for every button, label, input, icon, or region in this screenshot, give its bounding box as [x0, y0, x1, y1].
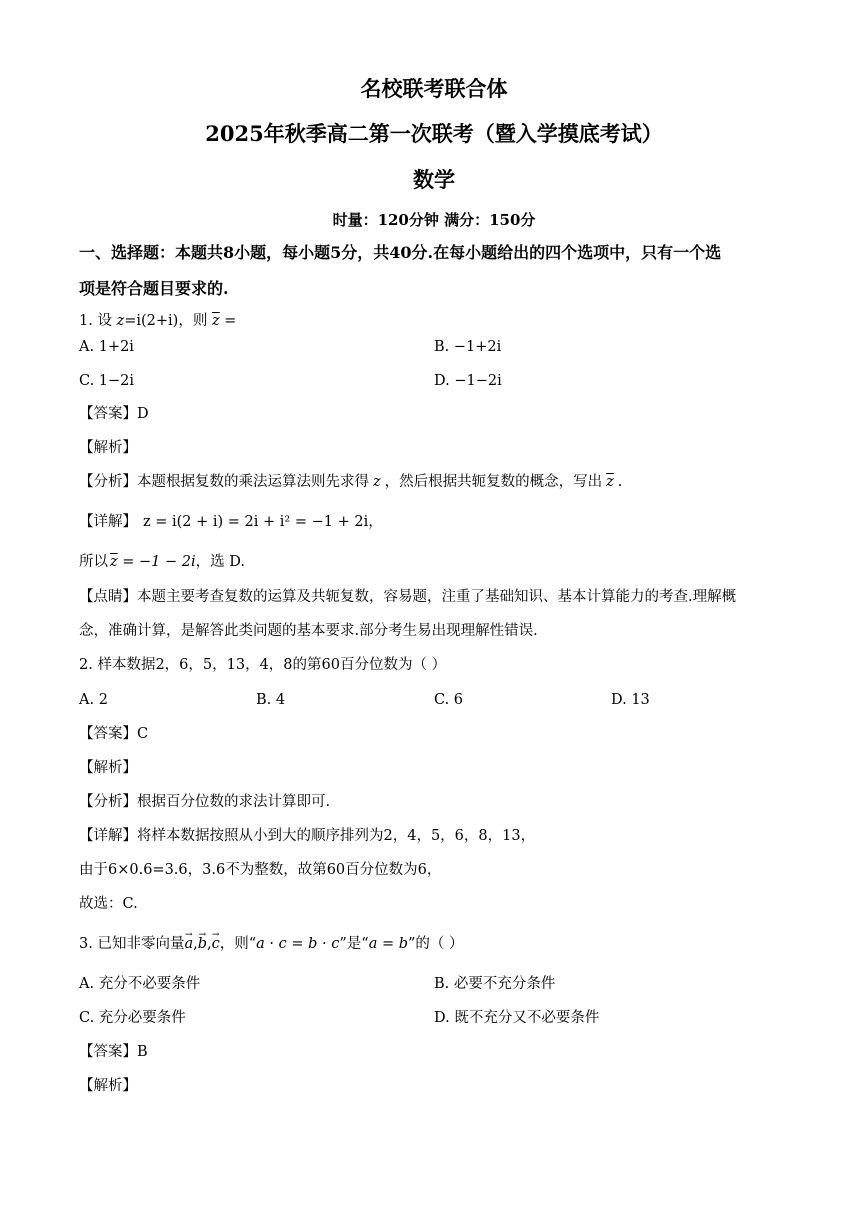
q1-analysis-end: . [617, 474, 623, 490]
q3-option-a: A. 充分不必要条件 [79, 976, 201, 992]
q1-detail-label: 【详解】 [79, 514, 137, 530]
q1-stem-pre: 1. 设 [79, 313, 117, 329]
q3-option-b: B. 必要不充分条件 [434, 976, 556, 992]
q2-option-b: B. 4 [256, 692, 286, 708]
q3-stem-pre: 3. 已知非零向量 [79, 936, 185, 952]
q1-comment-line2: 念，准确计算，是解答此类问题的基本要求.部分考生易出现理解性错误. [79, 623, 538, 639]
q1-analysis [79, 472, 622, 492]
q1-conclusion-zbar: z [110, 554, 118, 570]
exam-meta: 时量：120分钟 满分：150分 [332, 211, 536, 229]
q3-stem-mid2: ”是“ [339, 936, 369, 952]
q1-conclusion-pre: 所以 [79, 554, 108, 570]
q1-conclusion [79, 552, 245, 572]
q1-option-a: A. 1+2i [79, 339, 134, 355]
q1-option-d: D. −1−2i [434, 373, 502, 389]
q1-detail-end: ， [368, 514, 383, 530]
q1-analysis-z: z [373, 474, 381, 490]
q1-comment-line1: 【点睛】本题主要考查复数的运算及共轭复数，容易题，注重了基础知识、基本计算能力的考查.理解概 [79, 589, 737, 605]
q2-jiexi: 【解析】 [79, 760, 137, 776]
q1-option-c: C. 1−2i [79, 373, 135, 389]
q2-detail: 【详解】将样本数据按照从小到大的顺序排列为2，4，5，6，8，13， [79, 828, 536, 844]
q1-stem-zbar: z [211, 313, 220, 329]
q1-option-b: B. −1+2i [434, 339, 502, 355]
q1-jiexi: 【解析】 [79, 440, 137, 456]
q3-vec-b: → b [198, 934, 207, 954]
q1-detail [79, 512, 383, 532]
org-title: 名校联考联合体 [360, 76, 508, 101]
q3-answer: 【答案】B [79, 1044, 148, 1060]
subject-title: 数学 [413, 167, 455, 192]
q1-stem [79, 311, 236, 331]
q3-stem-end: ”的（ ） [408, 936, 464, 952]
section-heading-line2: 项是符合题目要求的. [79, 279, 229, 298]
q3-stem: 3. 已知非零向量→ a,→ b,→ c，则“a · c = b · c”是“a = b”的（ ） [79, 934, 464, 954]
q1-stem-z: z [116, 313, 125, 329]
q2-detail3: 故选：C. [79, 896, 138, 912]
q3-stem-mid: ，则“ [219, 936, 257, 952]
q3-cond2: a = b [368, 936, 408, 952]
q1-analysis-pre: 【分析】本题根据复数的乘法运算法则先求得 [79, 474, 369, 490]
exam-title: 2025年秋季高二第一次联考（暨入学摸底考试） [205, 121, 663, 146]
q1-detail-formula: z = i(2 + i) = 2i + i² = −1 + 2i [143, 514, 369, 530]
q3-cond1: a · c = b · c [256, 936, 340, 952]
q2-stem: 2. 样本数据2，6，5，13，4，8的第60百分位数为（ ） [79, 657, 447, 673]
q1-analysis-zbar: z [606, 474, 614, 490]
q3-vec-a: → a [184, 934, 193, 954]
q3-option-c: C. 充分必要条件 [79, 1010, 186, 1026]
section-heading-line1: 一、选择题：本题共8小题，每小题5分，共40分.在每小题给出的四个选项中，只有一个选 [79, 243, 722, 262]
q1-conclusion-end: ，选 D. [195, 554, 245, 570]
q2-option-d: D. 13 [611, 692, 650, 708]
q2-option-c: C. 6 [434, 692, 464, 708]
q3-option-d: D. 既不充分又不必要条件 [434, 1010, 600, 1026]
q3-jiexi: 【解析】 [79, 1078, 137, 1094]
q2-analysis: 【分析】根据百分位数的求法计算即可. [79, 794, 331, 810]
q1-analysis-mid: ，然后根据共轭复数的概念，写出 [384, 474, 603, 490]
q1-answer: 【答案】D [79, 406, 149, 422]
q2-detail2: 由于6×0.6=3.6，3.6不为整数，故第60百分位数为6， [79, 862, 442, 878]
q1-stem-mid: =i(2+i)，则 [124, 313, 212, 329]
q1-stem-end: = [219, 313, 237, 329]
q2-answer: 【答案】C [79, 726, 149, 742]
q3-vec-c: → c [212, 934, 220, 954]
q2-option-a: A. 2 [79, 692, 108, 708]
q1-conclusion-formula: = −1 − 2i [117, 554, 196, 570]
